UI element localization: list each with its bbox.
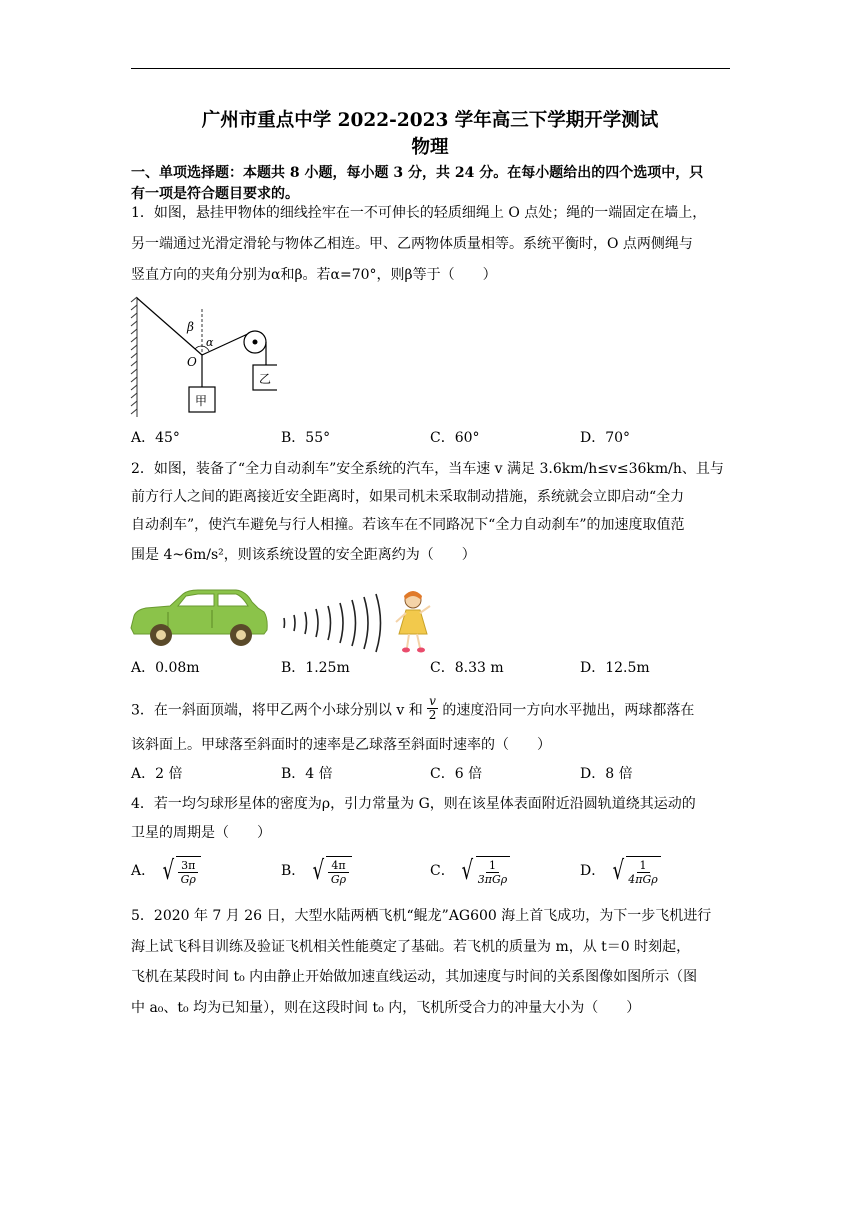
q3-text-line1 bbox=[131, 694, 731, 724]
fraction-numerator: v bbox=[429, 694, 436, 708]
q2-text-line4: 围是 4~6m/s²，则该系统设置的安全距离约为（ ） bbox=[131, 547, 476, 563]
fraction-v-over-2 bbox=[427, 695, 438, 722]
denominator: Gρ bbox=[180, 873, 196, 886]
q1-text-line1: 1．如图，悬挂甲物体的细线拴牢在一不可伸长的轻质细绳上 O 点处；绳的一端固定在墙上， bbox=[131, 205, 707, 221]
q4-option-d-label: D． bbox=[580, 863, 606, 879]
section-heading-line2: 有一项是符合题目要求的。 bbox=[131, 186, 299, 202]
exam-title: 广州市重点中学 2022-2023 学年高三下学期开学测试 bbox=[201, 110, 659, 131]
denominator: Gρ bbox=[330, 873, 347, 886]
subject-title: 物理 bbox=[411, 137, 449, 158]
q4-text-line2: 卫星的周期是（ ） bbox=[131, 825, 271, 841]
q5-text-line2: 海上试飞科目训练及验证飞机相关性能奠定了基础。若飞机的质量为 m，从 t＝0 时刻起， bbox=[131, 939, 691, 955]
q4-option-c[interactable] bbox=[430, 856, 510, 886]
q1-pulley-diagram bbox=[127, 294, 277, 424]
pedestrian-girl bbox=[396, 591, 430, 653]
section-heading-line1: 一、单项选择题：本题共 8 小题，每小题 3 分，共 24 分。在每小题给出的四个选项中，只 bbox=[131, 165, 704, 181]
q1-option-c[interactable]: C．60° bbox=[430, 430, 480, 446]
sqrt-4pi-over-g-rho: √ $\frac{4\pi}{G\rho}$ bbox=[310, 856, 352, 886]
denominator: 3πGρ bbox=[477, 873, 508, 886]
q5-text-line4: 中 a₀、t₀ 均为已知量），则在这段时间 t₀ 内，飞机所受合力的冲量大小为（ ） bbox=[131, 1000, 641, 1016]
q3-option-d[interactable]: D．8 倍 bbox=[580, 766, 633, 782]
q2-option-d[interactable]: D．12.5m bbox=[580, 660, 650, 676]
label-point-o: O bbox=[187, 355, 197, 369]
q1-text-line2: 另一端通过光滑定滑轮与物体乙相连。甲、乙两物体质量相等。系统平衡时，O 点两侧绳与 bbox=[131, 236, 693, 252]
fraction-denominator: 2 bbox=[428, 708, 437, 722]
q3-text-line1-end: 的速度沿同一方向水平抛出，两球都落在 bbox=[442, 702, 695, 719]
q4-text-line1: 4．若一均匀球形星体的密度为ρ，引力常量为 G，则在该星体表面附近沿圆轨道绕其运动的 bbox=[131, 796, 696, 812]
q4-option-a[interactable] bbox=[131, 856, 201, 886]
numerator: 4π bbox=[328, 859, 348, 873]
numerator: 1 bbox=[486, 859, 499, 873]
q5-text-line1: 5．2020 年 7 月 26 日，大型水陆两栖飞机“鲲龙”AG600 海上首飞成功，为下一步飞机进行 bbox=[131, 908, 712, 924]
q2-option-b[interactable]: B．1.25m bbox=[281, 660, 350, 676]
q1-text-line3: 竖直方向的夹角分别为α和β。若α=70°，则β等于（ ） bbox=[131, 267, 497, 283]
q4-option-b[interactable] bbox=[281, 856, 352, 886]
q4-option-a-label: A． bbox=[131, 863, 156, 879]
q1-option-a[interactable]: A．45° bbox=[131, 430, 180, 446]
q2-text-line2: 前方行人之间的距离接近安全距离时，如果司机未采取制动措施，系统就会立即启动“全力 bbox=[131, 489, 685, 505]
wall-hatching bbox=[131, 297, 137, 417]
sensor-waves bbox=[284, 594, 381, 652]
q3-option-c[interactable]: C．6 倍 bbox=[430, 766, 483, 782]
q3-text-line2: 该斜面上。甲球落至斜面时的速率是乙球落至斜面时速率的（ ） bbox=[131, 737, 551, 753]
q4-option-d[interactable] bbox=[580, 856, 661, 886]
numerator: 1 bbox=[637, 859, 650, 873]
q2-text-line1: 2．如图，装备了“全力自动刹车”安全系统的汽车，当车速 v 满足 3.6km/h≤v≤36km/h、且与 bbox=[131, 461, 724, 477]
q2-option-a[interactable]: A．0.08m bbox=[131, 660, 200, 676]
q4-option-c-label: C． bbox=[430, 863, 455, 879]
q2-option-c[interactable]: C．8.33 m bbox=[430, 660, 504, 676]
sqrt-3pi-over-g-rho: √ $\frac{3\pi}{G\rho}$ bbox=[160, 856, 202, 886]
label-jia: 甲 bbox=[195, 394, 208, 408]
q4-option-b-label: B． bbox=[281, 863, 306, 879]
q3-text-line1-start: 3．在一斜面顶端，将甲乙两个小球分别以 v 和 bbox=[131, 702, 423, 719]
denominator: 4πGρ bbox=[628, 873, 658, 886]
q1-option-d[interactable]: D．70° bbox=[580, 430, 631, 446]
label-alpha: α bbox=[206, 336, 214, 349]
q5-text-line3: 飞机在某段时间 t₀ 内由静止开始做加速直线运动，其加速度与时间的关系图像如图所示（图 bbox=[131, 969, 698, 985]
sqrt-1-over-4pi-g-rho: √ $\frac{1}{\text{4πGρ}}$ bbox=[610, 856, 661, 886]
q2-text-line3: 自动刹车”，使汽车避免与行人相撞。若该车在不同路况下“全力自动刹车”的加速度取值范 bbox=[131, 517, 685, 533]
q1-option-b[interactable]: B．55° bbox=[281, 430, 331, 446]
sqrt-1-over-3pi-g-rho: √ $\frac{1}{\text{3πGρ}}$ bbox=[459, 856, 510, 886]
label-beta: β bbox=[187, 320, 194, 334]
numerator: 3π bbox=[178, 859, 198, 873]
q3-option-a[interactable]: A．2 倍 bbox=[131, 766, 183, 782]
q3-option-b[interactable]: B．4 倍 bbox=[281, 766, 333, 782]
label-yi: 乙 bbox=[259, 372, 272, 386]
header-rule bbox=[131, 68, 730, 69]
q2-car-pedestrian-diagram bbox=[128, 588, 448, 656]
